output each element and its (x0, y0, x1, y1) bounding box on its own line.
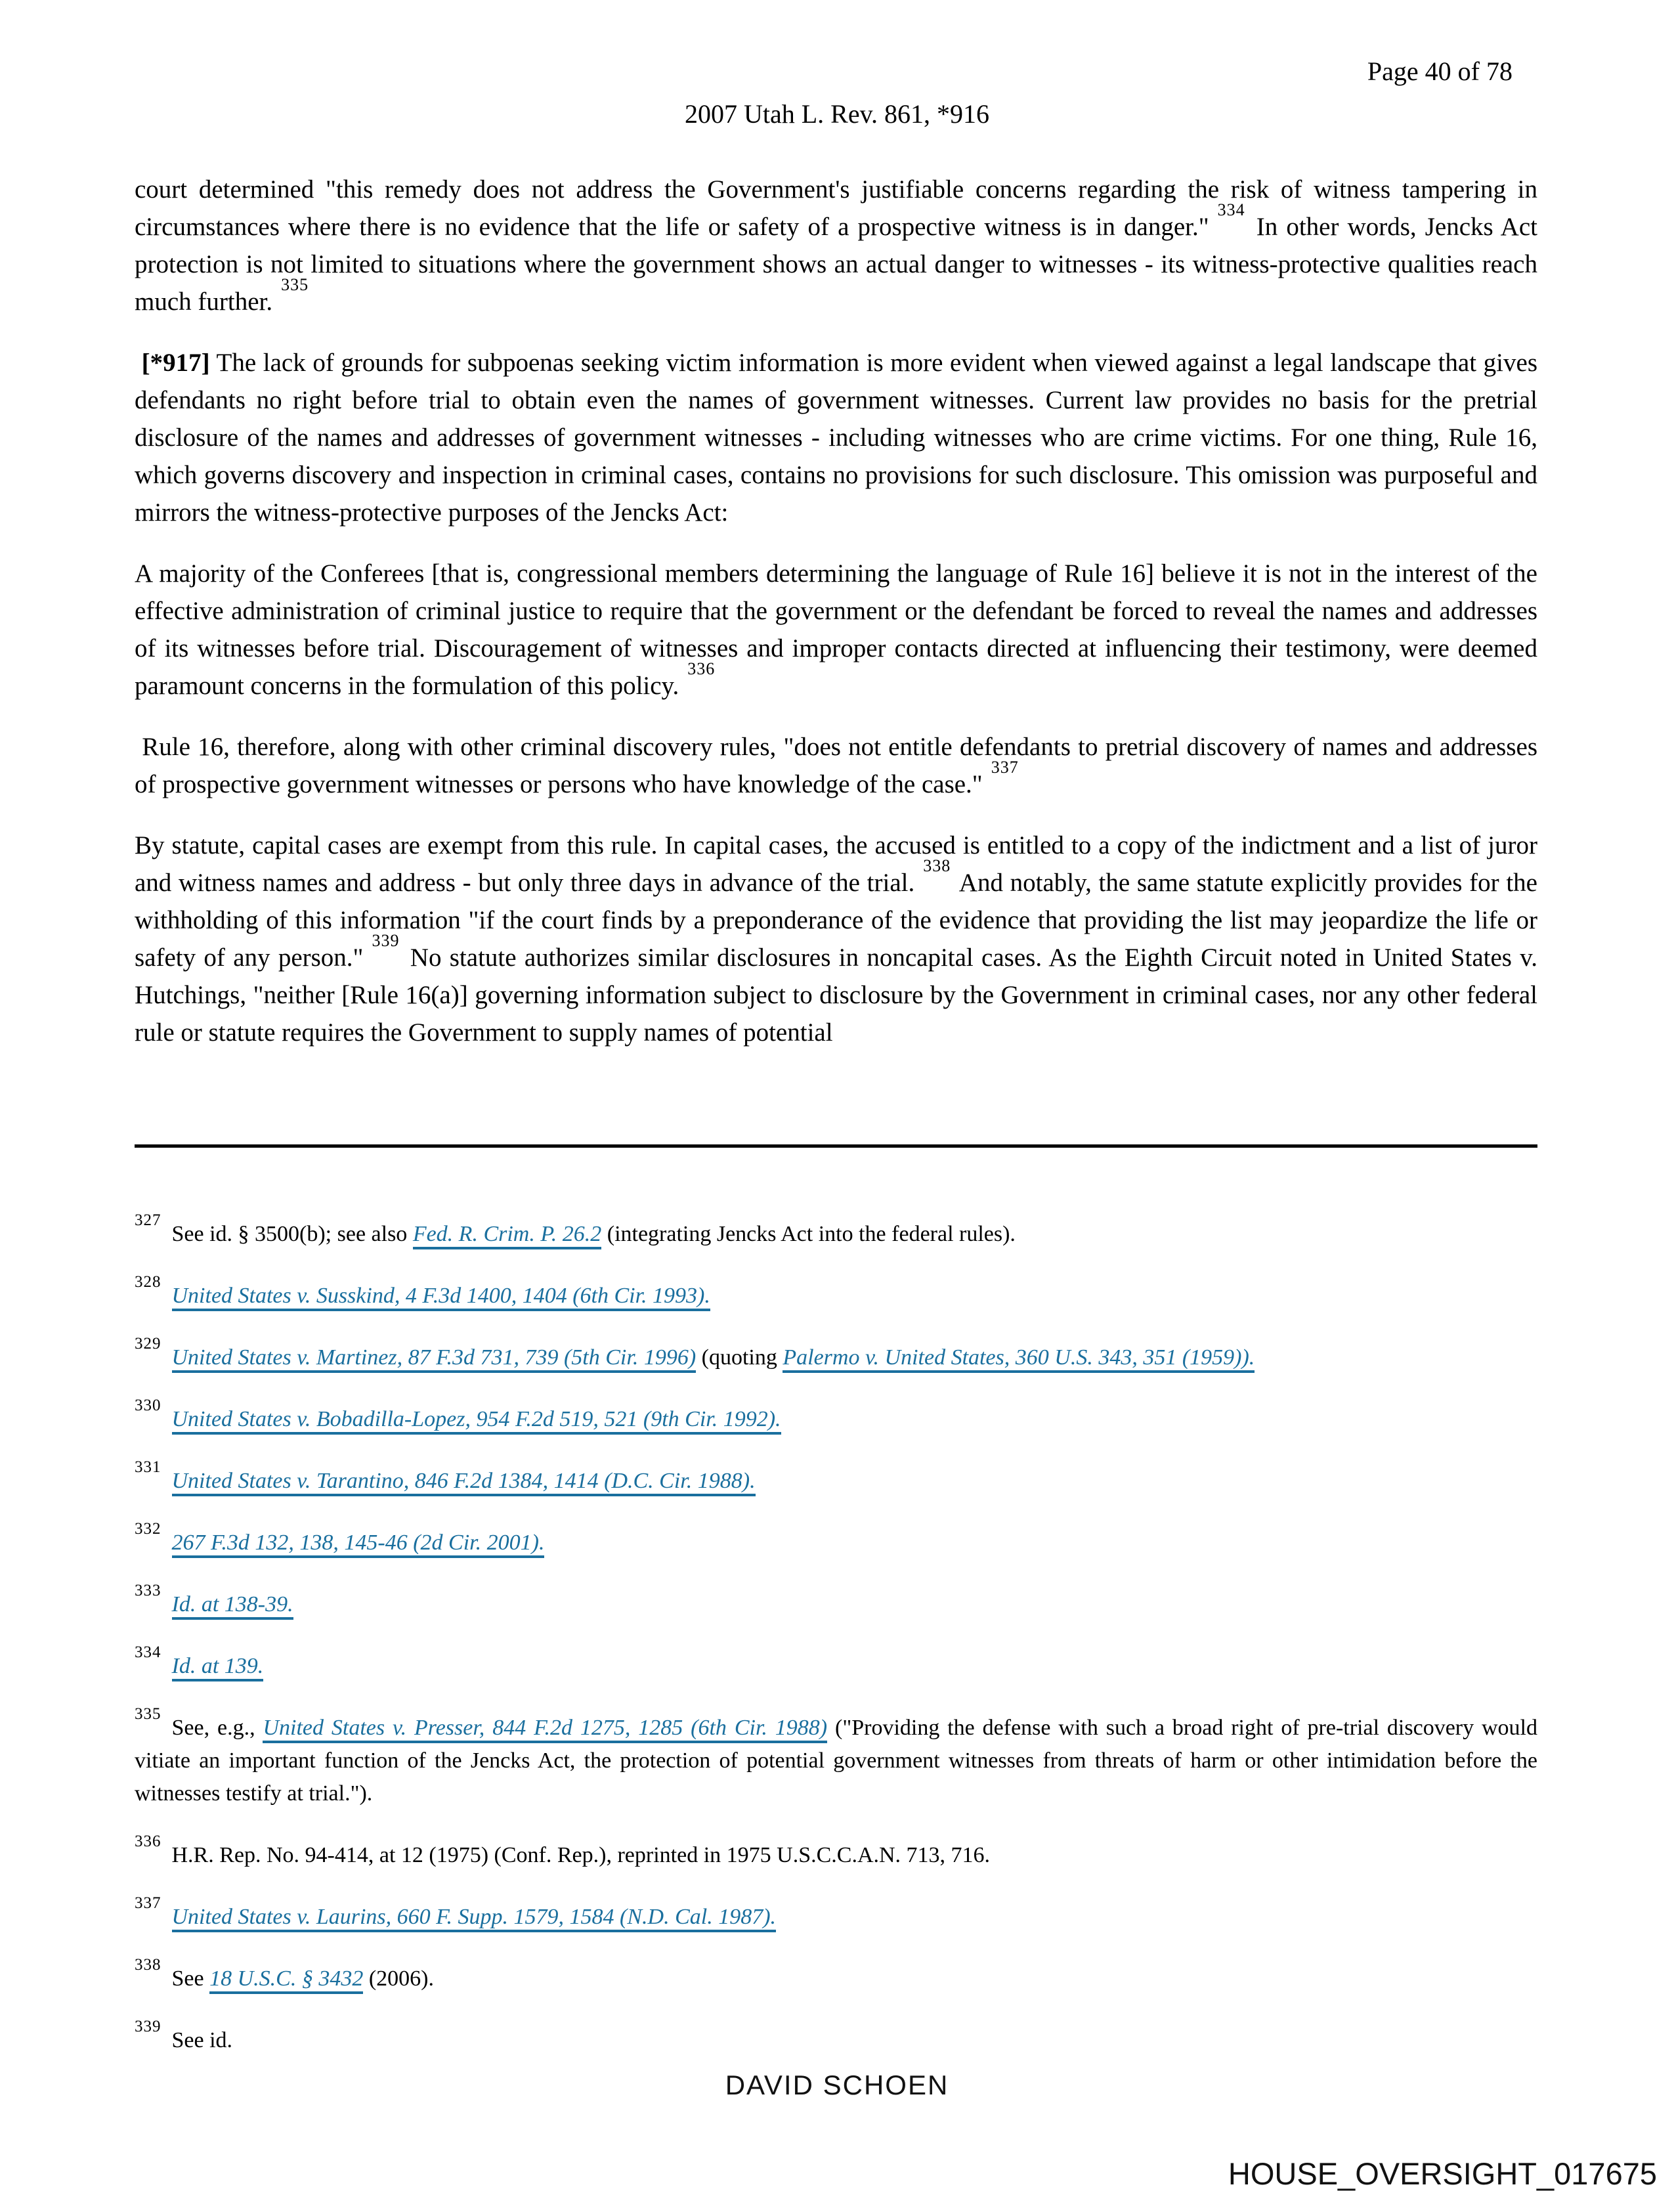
footnote-number: 335 (135, 1704, 161, 1723)
footnote-list (135, 1211, 1537, 2057)
footnote-number: 338 (135, 1955, 161, 1974)
citation-link[interactable]: United States v. Tarantino, 846 F.2d 1384, 1414 (D.C. Cir. 1988). (172, 1469, 756, 1496)
author-name: DAVID SCHOEN (725, 2070, 949, 2100)
text-run: ("Providing the defense with such a broad right of pre-trial discovery would vitiate an important function of the Jencks Act, the protection of potential government witnesses from threats of harm or other intimidation before the witnesses testify at trial."). (135, 1716, 1537, 1806)
footnote (135, 1955, 1537, 1995)
page-indicator: Page 40 of 78 (1367, 56, 1513, 86)
footnote-number: 331 (135, 1458, 161, 1476)
citation-link[interactable]: Palermo v. United States, 360 U.S. 343, 351 (1959)). (783, 1345, 1255, 1373)
text-run: (quoting (696, 1345, 783, 1370)
citation-link[interactable]: Fed. R. Crim. P. 26.2 (413, 1222, 601, 1249)
footnote-reference: 337 (991, 758, 1019, 777)
footnote-number: 329 (135, 1334, 161, 1353)
citation-link[interactable]: 267 F.3d 132, 138, 145-46 (2d Cir. 2001). (172, 1530, 545, 1558)
body-paragraph (135, 827, 1537, 1051)
text-run: No statute authorizes similar disclosures in noncapital cases. As the Eighth Circuit noted in United States v. Hutchings, "neither [Rule 16(a)] governing information subject to disclosure by the Government in criminal cases, nor any other federal rule or statute requires the Government to supply names of potential (135, 943, 1537, 1047)
text-run: (2006). (363, 1966, 434, 1991)
footnote-divider (135, 1144, 1537, 1148)
document-content (0, 171, 1674, 2057)
citation-link[interactable]: United States v. Presser, 844 F.2d 1275, 1285 (6th Cir. 1988) (263, 1716, 827, 1743)
footnote-reference: 336 (687, 659, 716, 678)
text-run: court determined "this remedy does not address the Government's justifiable concerns regarding the risk of witness tampering in circumstances where there is no evidence that the life or safety of a prospective witness is in danger." (135, 175, 1537, 241)
text-run: A majority of the Conferees [that is, congressional members determining the language of Rule 16] believe it is not in the interest of the effective administration of criminal justice to require that the government or the defendant be forced to reveal the names and addresses of its witnesses before trial. Discouragement of witnesses and improper contacts directed at influencing their testimony, were deemed paramount concerns in the formulation of this policy. (135, 559, 1537, 700)
footnote (135, 1458, 1537, 1498)
page-star-marker: [*917] (141, 349, 210, 377)
body-paragraph (135, 728, 1537, 803)
footnote-number: 332 (135, 1519, 161, 1538)
footnote-number: 336 (135, 1832, 161, 1850)
citation-link[interactable]: United States v. Bobadilla-Lopez, 954 F.2d 519, 521 (9th Cir. 1992). (172, 1407, 781, 1435)
text-run: H.R. Rep. No. 94-414, at 12 (1975) (Conf. Rep.), reprinted in 1975 U.S.C.C.A.N. 713, 716. (171, 1843, 991, 1867)
footnote-reference: 338 (923, 856, 951, 875)
text-run: See id. (171, 2028, 233, 2052)
footnote-number: 330 (135, 1396, 161, 1414)
footnote (135, 1211, 1537, 1251)
footnote-number: 339 (135, 2017, 161, 2035)
footnote-reference: 339 (372, 931, 400, 950)
citation-link[interactable]: Id. at 139. (172, 1654, 264, 1681)
footnote-number: 334 (135, 1643, 161, 1661)
text-run: The lack of grounds for subpoenas seeking victim information is more evident when viewed against a legal landscape that gives defendants no right before trial to obtain even the names of government witnesses. Current law provides no basis for the pretrial disclosure of the names and addresses of government witnesses - including witnesses who are crime victims. For one thing, Rule 16, which governs discovery and inspection in criminal cases, contains no provisions for such disclosure. This omission was purposeful and mirrors the witness-protective purposes of the Jencks Act: (135, 349, 1537, 527)
citation-link[interactable]: United States v. Laurins, 660 F. Supp. 1579, 1584 (N.D. Cal. 1987). (172, 1905, 777, 1932)
footnote (135, 1894, 1537, 1934)
footnote-number: 333 (135, 1581, 161, 1599)
footnote (135, 1334, 1537, 1374)
text-run: See (171, 1966, 210, 1991)
footnote (135, 2017, 1537, 2057)
footnote-number: 337 (135, 1894, 161, 1912)
body-paragraph (135, 555, 1537, 705)
bates-number: HOUSE_OVERSIGHT_017675 (1228, 2156, 1657, 2191)
citation-link[interactable]: United States v. Martinez, 87 F.3d 731, 739 (5th Cir. 1996) (172, 1345, 697, 1373)
text-run: See, e.g., (171, 1716, 263, 1740)
footnote-number: 327 (135, 1211, 161, 1229)
footnote (135, 1272, 1537, 1312)
citation-link[interactable]: Id. at 138-39. (172, 1592, 293, 1620)
footnote-reference: 335 (281, 275, 309, 294)
footnote (135, 1519, 1537, 1559)
body-paragraphs (135, 171, 1537, 1051)
footnote-reference: 334 (1217, 200, 1245, 219)
citation-link[interactable]: 18 U.S.C. § 3432 (209, 1966, 363, 1994)
text-run: And notably, the same statute explicitly provides for the withholding of this information "if the court finds by a preponderance of the evidence that providing the list may jeopardize the life or safety of any person." (135, 869, 1537, 972)
footnote (135, 1704, 1537, 1810)
text-run: See id. § 3500(b); see also (171, 1222, 413, 1246)
body-paragraph (135, 171, 1537, 320)
footnote (135, 1643, 1537, 1683)
footnote (135, 1832, 1537, 1872)
text-run: (integrating Jencks Act into the federal rules). (601, 1222, 1016, 1246)
footnote (135, 1396, 1537, 1436)
text-run: Rule 16, therefore, along with other criminal discovery rules, "does not entitle defendants to pretrial discovery of names and addresses of prospective government witnesses or persons who have knowledge of the case." (135, 733, 1537, 798)
footnote-number: 328 (135, 1272, 161, 1291)
footnote (135, 1581, 1537, 1621)
citation-header: 2007 Utah L. Rev. 861, *916 (684, 99, 990, 129)
text-run (135, 349, 142, 377)
body-paragraph (135, 344, 1537, 531)
citation-link[interactable]: United States v. Susskind, 4 F.3d 1400, 1404 (6th Cir. 1993). (172, 1284, 710, 1311)
text-run: In other words, Jencks Act protection is not limited to situations where the government shows an actual danger to witnesses - its witness-protective qualities reach much further. (135, 213, 1537, 316)
text-run: By statute, capital cases are exempt from this rule. In capital cases, the accused is entitled to a copy of the indictment and a list of juror and witness names and address - but only three days in advance of the trial. (135, 831, 1537, 897)
